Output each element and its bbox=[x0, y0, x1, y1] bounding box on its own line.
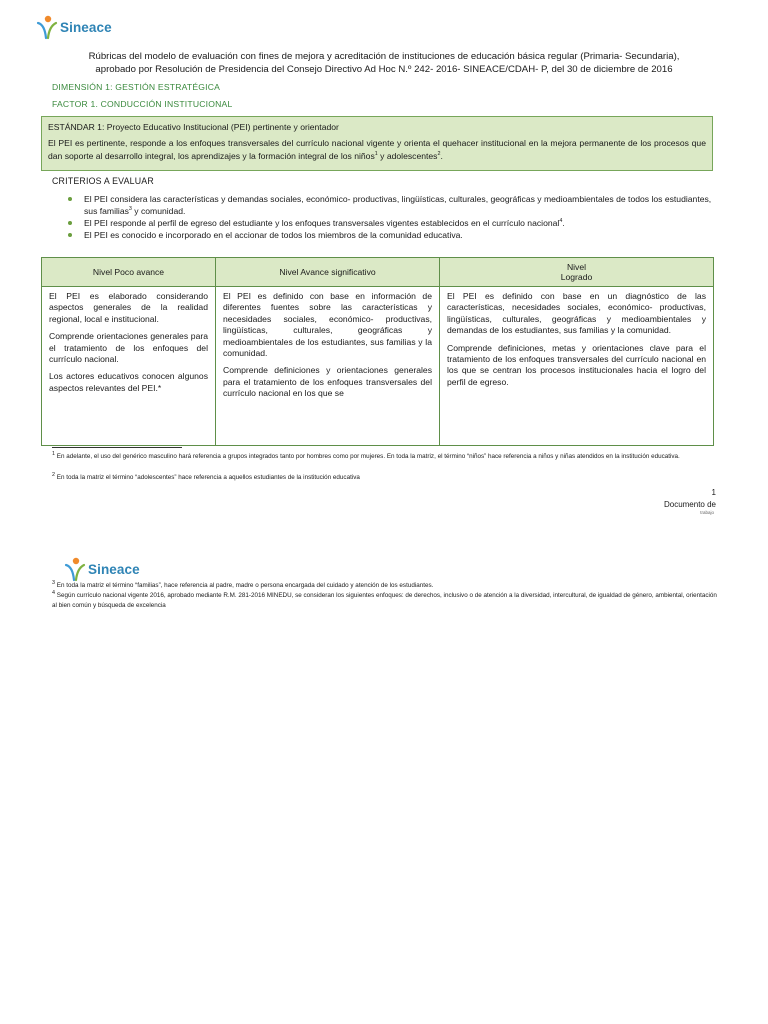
levels-content-row bbox=[42, 287, 714, 446]
cell-paragraph: El PEI es definido con base en un diagnóstico de las características, necesidades sociales, económico- productivas, lingüísticas, culturales, geográficas y medioambientales y demandas de los estudiantes, sus familias y la comunidad. bbox=[447, 291, 706, 336]
sineace-mark-icon bbox=[64, 556, 86, 582]
sineace-mark-icon bbox=[36, 14, 58, 40]
criteria-item: El PEI responde al perfil de egreso del estudiante y los enfoques transversales vigentes establecidos en el currículo nacional$^4$. bbox=[64, 217, 714, 229]
footnote-separator bbox=[52, 447, 182, 448]
standard-box bbox=[41, 116, 713, 171]
cell-logrado bbox=[440, 287, 714, 446]
sineace-logo bbox=[64, 556, 140, 582]
cell-paragraph: Comprende definiciones, metas y orientaciones clave para el tratamiento de los enfoques transversales del currículo nacional en los que se centran los procesos institucionales hacia el logro del perfil de egreso. bbox=[447, 342, 706, 387]
cell-paragraph: Comprende definiciones y orientaciones generales para el tratamiento de los enfoques transversales del currículo nacional en los que se bbox=[223, 365, 432, 399]
dimension-heading: DIMENSIÓN 1: GESTIÓN ESTRATÉGICA bbox=[52, 82, 221, 92]
document-sublabel: trabajo bbox=[700, 510, 714, 515]
footnote: $^2$ En toda la matriz el término “adolescentes” hace referencia a aquellos estudiantes de la institución educativa bbox=[52, 471, 360, 481]
cell-paragraph: Comprende orientaciones generales para el tratamiento de los enfoques del currículo nacional. bbox=[49, 331, 208, 365]
cell-paragraph: El PEI es definido con base en información de diferentes fuentes sobre las características y necesidades sociales, económico- productivas, lingüísticas, culturales, geográficas y medioambientales de los estudiantes, sus familias y la comunidad. bbox=[223, 291, 432, 359]
cell-avance-significativo bbox=[216, 287, 440, 446]
bullet-icon bbox=[68, 233, 72, 237]
page-number: 1 bbox=[711, 488, 716, 497]
cell-paragraph: El PEI es elaborado considerando aspectos generales de la realidad regional, local e institucional. bbox=[49, 291, 208, 324]
sineace-logo bbox=[36, 14, 112, 40]
standard-title: ESTÁNDAR 1: Proyecto Educativo Institucional (PEI) pertinente y orientador bbox=[48, 122, 339, 132]
document-label: Documento de bbox=[663, 500, 716, 509]
criteria-list bbox=[64, 193, 714, 241]
cell-poco-avance bbox=[42, 287, 216, 446]
title-line-2: aprobado por Resolución de Presidencia del Consejo Directivo Ad Hoc N.º 242- 2016- SINEACE/CDAH- P, del 30 de diciembre de 2016 bbox=[95, 63, 673, 75]
bullet-icon bbox=[68, 197, 72, 201]
document-title bbox=[40, 51, 728, 77]
footnote: $^1$ En adelante, el uso del genérico masculino hará referencia a grupos integrados tanto por hombres como por mujeres. En toda la matriz, el término “niños” hace referencia a niños y niñas atendidos en la institución educativa. bbox=[52, 450, 680, 460]
brand-name: Sineace bbox=[88, 561, 140, 577]
cell-paragraph: Los actores educativos conocen algunos aspectos relevantes del PEI.* bbox=[49, 371, 208, 393]
title-line-1: Rúbricas del modelo de evaluación con fines de mejora y acreditación de instituciones de educación básica regular (Primaria- Secundaria), bbox=[88, 51, 680, 62]
header-logrado: Nivel Logrado bbox=[440, 258, 714, 287]
criteria-item: El PEI es conocido e incorporado en el accionar de todos los miembros de la comunidad educativa. bbox=[64, 229, 714, 241]
brand-name: Sineace bbox=[60, 19, 112, 35]
factor-heading: FACTOR 1. CONDUCCIÓN INSTITUCIONAL bbox=[52, 99, 233, 109]
header-avance-significativo: Nivel Avance significativo bbox=[216, 258, 440, 287]
footnote: $^4$ Según currículo nacional vigente 2016, aprobado mediante R.M. 281-2016 MINEDU, se consideran los siguientes enfoques: de derechos, inclusivo o de atención a la diversidad, intercultural, de igualdad de género, ambiental, orientación al bien común y búsqueda de excelencia bbox=[52, 589, 717, 609]
criteria-heading: CRITERIOS A EVALUAR bbox=[52, 176, 154, 186]
header-poco-avance: Nivel Poco avance bbox=[42, 258, 216, 287]
standard-description: El PEI es pertinente, responde a los enfoques transversales del currículo nacional vigente y orienta el quehacer institucional en la mejora permanente de los procesos que dan soporte al desarrollo integral, los aprendizajes y la formación integral de los niños$^1$ y adolescentes$^2$. bbox=[48, 138, 706, 161]
footnote: $^3$ En toda la matriz el término “familias”, hace referencia al padre, madre o persona encargada del cuidado y atención de los estudiantes. bbox=[52, 579, 434, 589]
bullet-icon bbox=[68, 221, 72, 225]
criteria-item: El PEI considera las características y demandas sociales, económico- productivas, lingüísticas, culturales, geográficas y medioambientales de todos los estudiantes, sus familias$^3$ y comunidad. bbox=[64, 193, 714, 217]
levels-header-row bbox=[42, 258, 714, 287]
levels-table bbox=[41, 257, 714, 446]
